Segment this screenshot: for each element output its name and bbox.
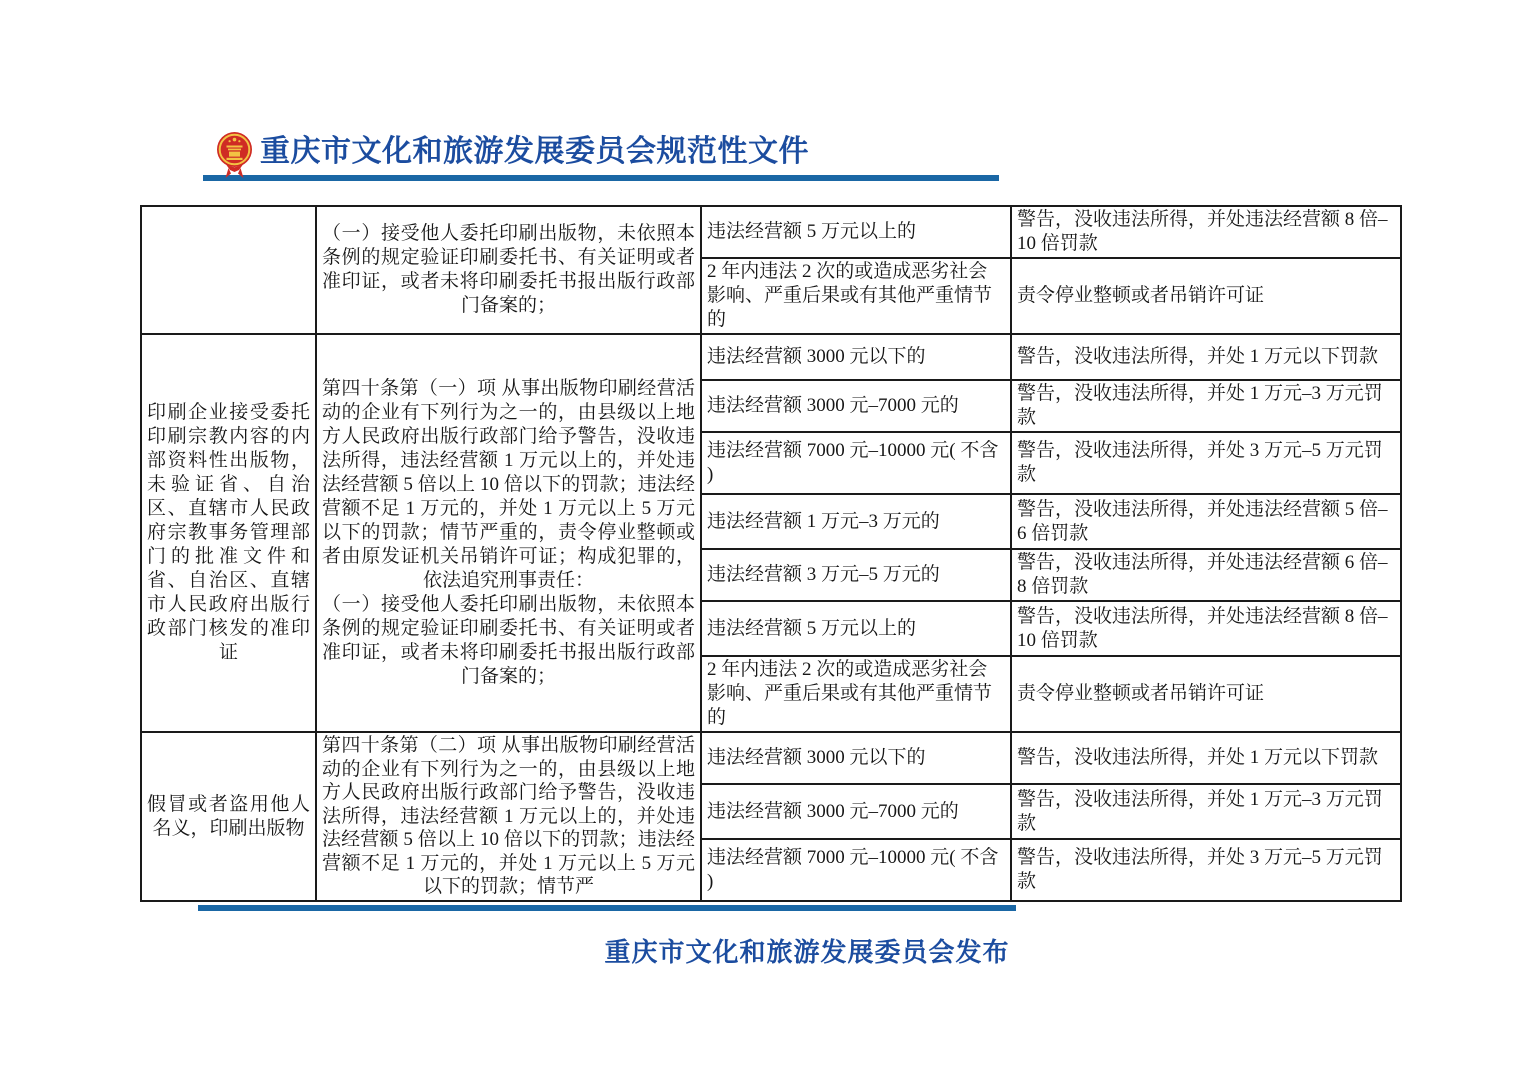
- violation-type-cell: 印刷企业接受委托印刷宗教内容的内部资料性出版物，未验证省、自治区、直辖市人民政府宗教事务管理部门的批准文件和省、自治区、直辖市人民政府出版行政部门核发的准印证: [141, 334, 316, 732]
- penalty-cell: 警告，没收违法所得，并处 3 万元–5 万元罚款: [1011, 839, 1401, 901]
- penalty-cell: 警告，没收违法所得，并处违法经营额 6 倍–8 倍罚款: [1011, 549, 1401, 601]
- situation-cell: 违法经营额 1 万元–3 万元的: [701, 494, 1011, 549]
- penalty-cell: 警告，没收违法所得，并处违法经营额 5 倍–6 倍罚款: [1011, 494, 1401, 549]
- situation-cell: 违法经营额 5 万元以上的: [701, 206, 1011, 258]
- situation-cell: 2 年内违法 2 次的或造成恶劣社会影响、严重后果或有其他严重情节的: [701, 258, 1011, 334]
- legal-basis-paragraph: 第四十条第（二）项 从事出版物印刷经营活动的企业有下列行为之一的，由县级以上地方人民政府出版行政部门给予警告，没收违法所得，违法经营额 1 万元以上的，并处违法经营额 5 倍以上 10 倍以下的罚款；违法经营额不足 1 万元的，并处 1 万元以上 5 万元以下的罚款；情节严: [322, 735, 695, 897]
- situation-cell: 违法经营额 3 万元–5 万元的: [701, 549, 1011, 601]
- penalty-cell: 警告，没收违法所得，并处 1 万元–3 万元罚款: [1011, 784, 1401, 839]
- table-row: [141, 732, 1401, 784]
- penalty-cell: 责令停业整顿或者吊销许可证: [1011, 258, 1401, 334]
- penalty-cell: 警告，没收违法所得，并处 1 万元–3 万元罚款: [1011, 380, 1401, 432]
- legal-basis-cell: [316, 206, 701, 334]
- situation-cell: 违法经营额 3000 元–7000 元的: [701, 784, 1011, 839]
- situation-cell: 违法经营额 5 万元以上的: [701, 601, 1011, 656]
- legal-basis-paragraph: 第四十条第（一）项 从事出版物印刷经营活动的企业有下列行为之一的，由县级以上地方人民政府出版行政部门给予警告，没收违法所得，违法经营额 1 万元以上的，并处违法经营额 5 倍以上 10 倍以下的罚款；违法经营额不足 1 万元的，并处 1 万元以上 5 万元以下的罚款；情节严重的，责令停业整顿或者由原发证机关吊销许可证；构成犯罪的，依法追究刑事责任：: [322, 378, 695, 591]
- footer-divider: [198, 905, 1016, 911]
- legal-basis-paragraph: （一）接受他人委托印刷出版物，未依照本条例的规定验证印刷委托书、有关证明或者准印证，或者未将印刷委托书报出版行政部门备案的；: [322, 594, 695, 687]
- penalty-cell: 警告，没收违法所得，并处违法经营额 8 倍–10 倍罚款: [1011, 601, 1401, 656]
- situation-cell: 违法经营额 3000 元以下的: [701, 732, 1011, 784]
- situation-cell: 违法经营额 3000 元以下的: [701, 334, 1011, 380]
- situation-cell: 违法经营额 7000 元–10000 元( 不含 ): [701, 839, 1011, 901]
- national-emblem-icon: [216, 130, 253, 180]
- situation-cell: 违法经营额 3000 元–7000 元的: [701, 380, 1011, 432]
- penalty-cell: 警告，没收违法所得，并处违法经营额 8 倍–10 倍罚款: [1011, 206, 1401, 258]
- table-row: [141, 334, 1401, 380]
- legal-basis-paragraph: （一）接受他人委托印刷出版物，未依照本条例的规定验证印刷委托书、有关证明或者准印证，或者未将印刷委托书报出版行政部门备案的；: [322, 223, 695, 316]
- page-title: 重庆市文化和旅游发展委员会规范性文件: [260, 135, 809, 168]
- legal-basis-cell: [316, 334, 701, 732]
- legal-basis-cell: [316, 732, 701, 901]
- violation-type-cell: [141, 206, 316, 334]
- situation-cell: 违法经营额 7000 元–10000 元( 不含 ): [701, 432, 1011, 494]
- penalty-cell: 警告，没收违法所得，并处 1 万元以下罚款: [1011, 334, 1401, 380]
- penalties-table: [140, 205, 1402, 902]
- publisher-line: 重庆市文化和旅游发展委员会发布: [604, 938, 1010, 967]
- table-row: [141, 206, 1401, 258]
- penalty-cell: 警告，没收违法所得，并处 3 万元–5 万元罚款: [1011, 432, 1401, 494]
- penalty-cell: 警告，没收违法所得，并处 1 万元以下罚款: [1011, 732, 1401, 784]
- violation-type-cell: 假冒或者盗用他人名义，印刷出版物: [141, 732, 316, 901]
- penalty-cell: 责令停业整顿或者吊销许可证: [1011, 656, 1401, 732]
- document-header: [216, 130, 809, 180]
- situation-cell: 2 年内违法 2 次的或造成恶劣社会影响、严重后果或有其他严重情节的: [701, 656, 1011, 732]
